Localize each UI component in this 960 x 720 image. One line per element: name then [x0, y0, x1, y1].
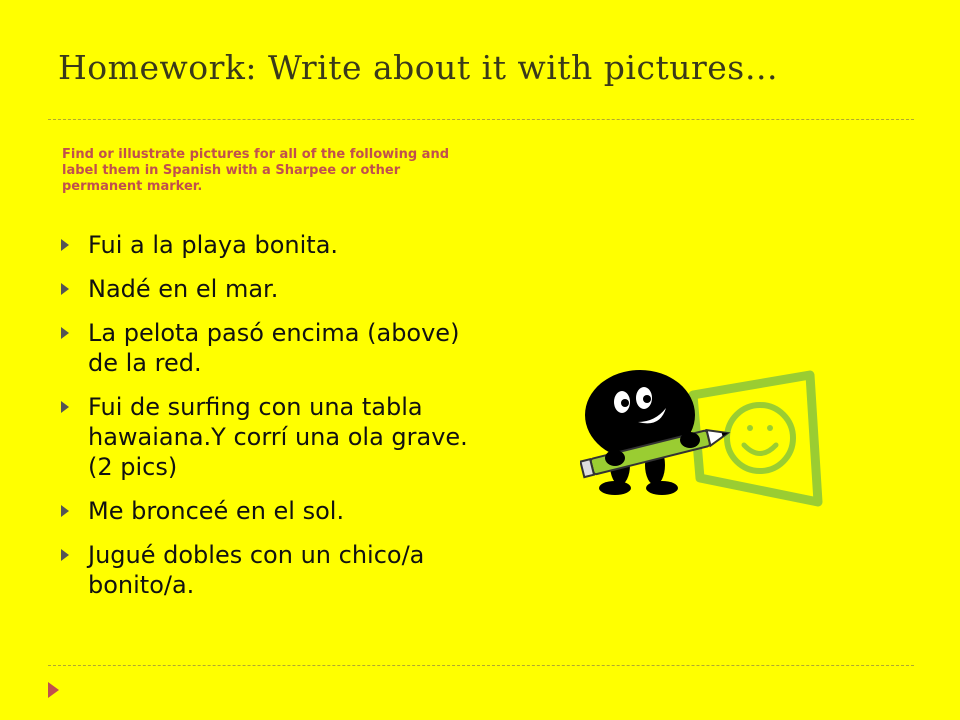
top-divider — [48, 119, 914, 120]
triangle-right-icon — [61, 549, 69, 561]
bullet-item — [58, 540, 478, 600]
triangle-right-icon — [61, 401, 69, 413]
bottom-divider — [48, 665, 914, 666]
triangle-right-icon — [61, 505, 69, 517]
bullet-text: Me bronceé en el sol. — [88, 497, 345, 525]
bullet-text: Nadé en el mar. — [88, 275, 279, 303]
bullet-text: Jugué dobles con un chico/a bonito/a. — [88, 541, 425, 599]
slide-subtitle: Find or illustrate pictures for all of the following and label them in Spanish with a Sharpee or other permanent marker. — [62, 147, 450, 194]
bullet-list — [58, 230, 478, 614]
bullet-item — [58, 496, 478, 526]
triangle-right-icon — [48, 682, 59, 698]
bullet-text: La pelota pasó encima (above) de la red. — [88, 319, 460, 377]
bullet-text: Fui a la playa bonita. — [88, 231, 339, 259]
bullet-item — [58, 230, 478, 260]
triangle-right-icon — [61, 283, 69, 295]
bullet-item — [58, 318, 478, 378]
slide-title: Homework: Write about it with pictures… — [58, 48, 779, 87]
bullet-item — [58, 392, 478, 482]
triangle-right-icon — [61, 239, 69, 251]
triangle-right-icon — [61, 327, 69, 339]
bullet-item — [58, 274, 478, 304]
cartoon-character-drawing-smiley-icon — [580, 370, 830, 510]
bullet-text: Fui de surfing con una tabla hawaiana.Y corrí una ola grave. (2 pics) — [88, 393, 468, 481]
